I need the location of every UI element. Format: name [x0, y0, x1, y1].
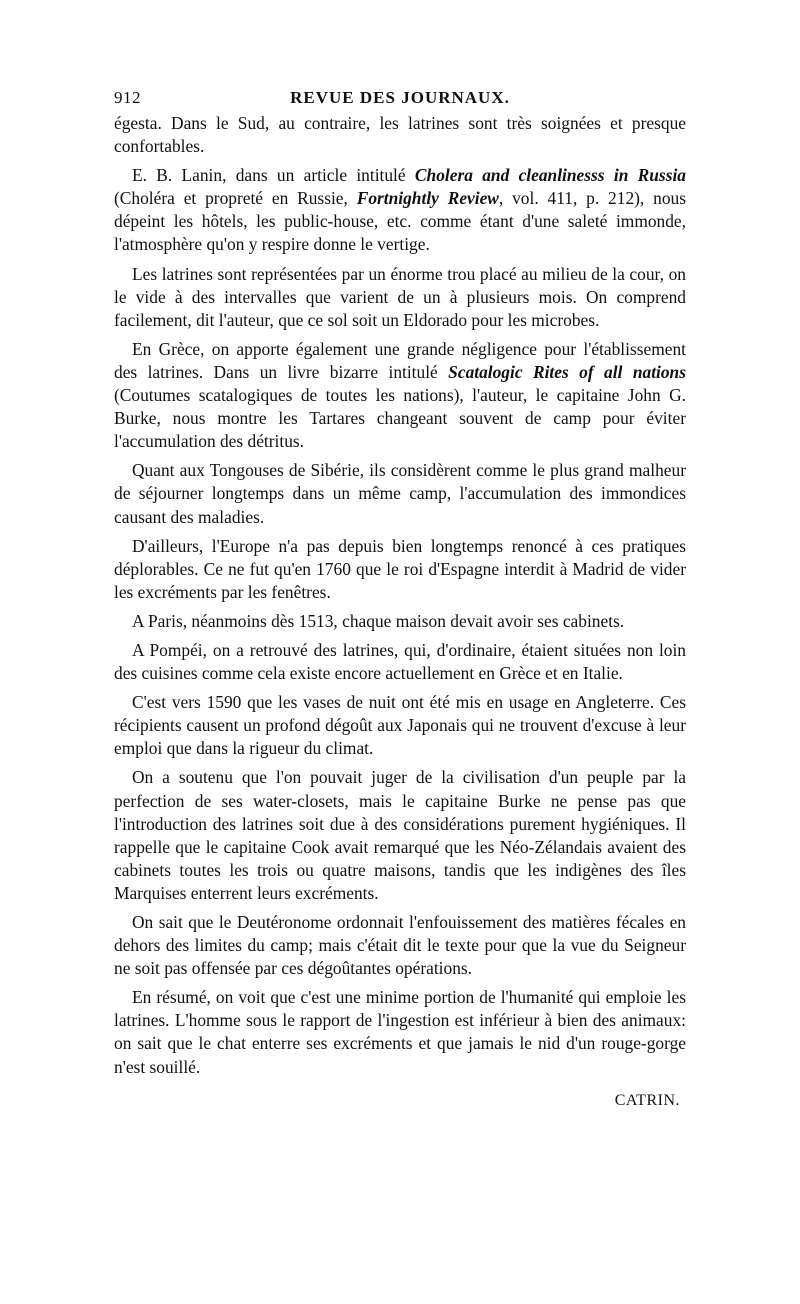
paragraph: égesta. Dans le Sud, au contraire, les latrines sont très soignées et presque confortables.: [114, 113, 686, 157]
page-number: 912: [114, 88, 141, 107]
journal-title: REVUE DES JOURNAUX.: [290, 88, 510, 107]
paragraph: C'est vers 1590 que les vases de nuit ont été mis en usage en Angleterre. Ces récipients causent un profond dégoût aux Japonais qui ne trouvent d'excuse à leur emploi que dans la rigueur du climat.: [114, 692, 686, 759]
paragraph: D'ailleurs, l'Europe n'a pas depuis bien longtemps renoncé à ces pratiques déplorables. Ce ne fut qu'en 1760 que le roi d'Espagne interdit à Madrid de vider les excréments par les fenêtres.: [114, 535, 686, 602]
paragraph: A Paris, néanmoins dès 1513, chaque maison devait avoir ses cabinets.: [132, 610, 625, 631]
author-signature: CATRIN.: [614, 1091, 680, 1109]
text-run: (Coutumes scatalogiques de toutes les nations), l'auteur, le capitaine John G. Burke, nous montre les Tartares changeant souvent de camp pour éviter l'accumulation des détritus.: [114, 385, 686, 452]
italic-title: Scatalogic Rites of all nations: [448, 361, 686, 382]
running-head: [114, 86, 686, 110]
article-body: [114, 112, 686, 1079]
paragraph: [114, 164, 686, 256]
paragraph: On sait que le Deutéronome ordonnait l'enfouissement des matières fécales en dehors des limites du camp; mais c'était dit le texte pour que la vue du Seigneur ne soit pas offensée par ces dégoûtantes opérations.: [114, 912, 686, 979]
paragraph: A Pompéi, on a retrouvé des latrines, qui, d'ordinaire, étaient situées non loin des cuisines comme cela existe encore actuellement en Grèce et en Italie.: [114, 639, 686, 684]
document-page: [114, 86, 686, 1112]
italic-title: Fortnightly Review: [356, 188, 499, 209]
text-run: , vol. 411, p. 212), nous dépeint les hôtels, les public-house, etc. comme étant d'une saleté immonde, l'atmosphère qu'on y respire donne le vertige.: [114, 188, 686, 255]
paragraph: Quant aux Tongouses de Sibérie, ils considèrent comme le plus grand malheur de séjourner longtemps dans un même camp, l'accumulation des immondices causant des maladies.: [114, 460, 686, 527]
text-run: En Grèce, on apporte également une grande négligence pour l'établissement des latrines. Dans un livre bizarre intitulé: [114, 338, 686, 382]
paragraph: [114, 338, 686, 453]
paragraph: Les latrines sont représentées par un énorme trou placé au milieu de la cour, on le vide à des intervalles que varient de un à plusieurs mois. On comprend facilement, dit l'auteur, que ce sol soit un Eldorado pour les microbes.: [114, 263, 686, 330]
paragraph: En résumé, on voit que c'est une minime portion de l'humanité qui emploie les latrines. L'homme sous le rapport de l'ingestion est inférieur à bien des animaux: on sait que le chat enterre ses excréments et que jamais le nid d'un rouge-gorge n'est souillé.: [114, 987, 686, 1077]
italic-title: Cholera and cleanlinesss in Russia: [414, 165, 686, 186]
text-run: E. B. Lanin, dans un article intitulé: [132, 165, 415, 186]
text-run: (Choléra et propreté en Russie,: [114, 188, 357, 209]
paragraph: On a soutenu que l'on pouvait juger de la civilisation d'un peuple par la perfection de ses water-closets, mais le capitaine Burke ne pense pas que l'introduction des latrines soit due à des considérations purement hygiéniques. Il rappelle que le capitaine Cook avait remarqué que les Néo-Zélandais avaient des cabinets toutes les trois ou quatre maisons, tandis que les indigènes des îles Marquises enterrent leurs excréments.: [114, 767, 686, 903]
